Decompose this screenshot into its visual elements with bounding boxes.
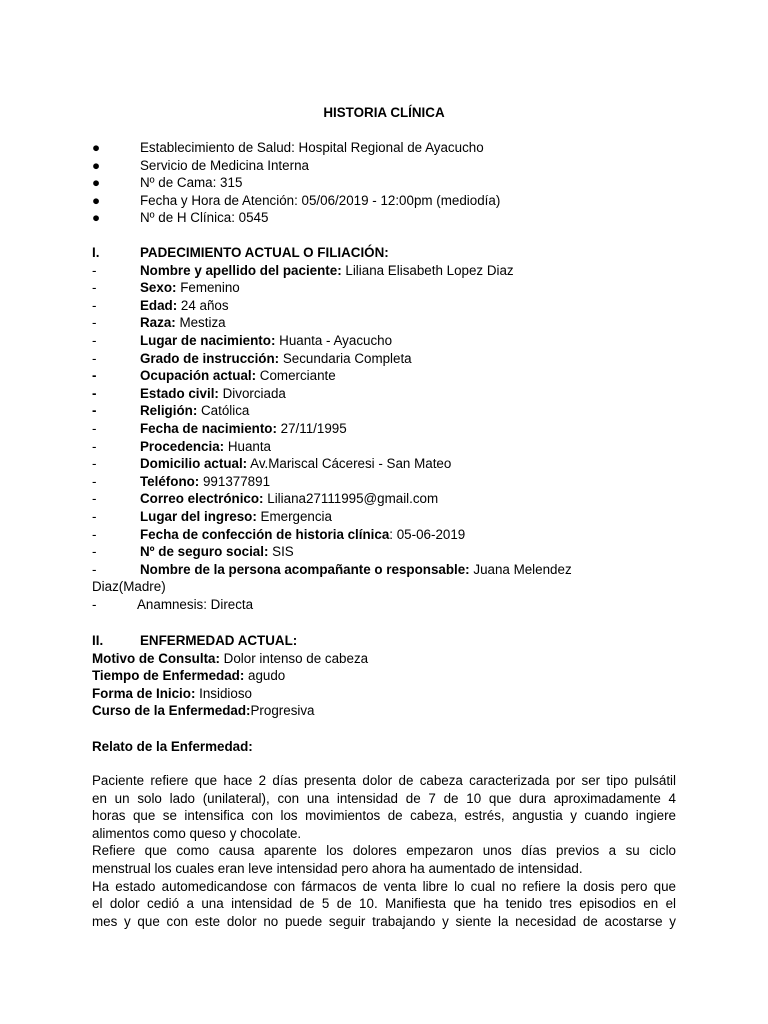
dash-marker: - (92, 561, 97, 577)
section-number: II. (92, 633, 104, 648)
field-label: Teléfono: (140, 473, 200, 489)
dash-marker: - (92, 596, 97, 612)
illness-row (92, 667, 676, 685)
dash-marker: - (92, 491, 97, 507)
field-label: Religión: (140, 403, 198, 419)
section-title: ENFERMEDAD ACTUAL: (140, 633, 298, 648)
dash-marker: - (92, 315, 97, 331)
dash-marker: - (92, 473, 97, 489)
header-list (92, 139, 676, 227)
field-row (92, 508, 676, 526)
field-value: Mestiza (175, 315, 226, 331)
section-title: PADECIMIENTO ACTUAL O FILIACIÓN: (140, 245, 389, 260)
header-item: ● Nº de Cama: 315 (92, 175, 243, 191)
field-label: Procedencia: (140, 438, 225, 454)
dash-marker: - (92, 526, 97, 542)
relato-line: alimentos como queso y chocolate. (92, 825, 302, 841)
field-value: Juana Melendez (469, 561, 572, 577)
field-label: Fecha de confección de historia clínica (140, 526, 390, 542)
bullet-icon: ● (92, 140, 101, 155)
field-label: Sexo: (140, 280, 177, 296)
illness-row (92, 650, 676, 668)
field-row (92, 543, 676, 561)
dash-marker: - (92, 262, 97, 278)
field-row (92, 314, 676, 332)
relato-line: mes y que con este dolor no puede seguir trabajando y siente la necesidad de acostarse y (92, 913, 676, 929)
field-row (92, 473, 676, 491)
dash-marker: - (92, 508, 97, 524)
header-item: ● Nº de H Clínica: 0545 (92, 210, 269, 226)
bullet-icon: ● (92, 175, 101, 191)
section-enfermedad (92, 632, 676, 720)
field-row (92, 490, 676, 508)
section-filiacion (92, 244, 676, 613)
header-item: ● Servicio de Medicina Interna (92, 157, 309, 173)
illness-label: Tiempo de Enfermedad: (92, 668, 245, 684)
header-item: ● Establecimiento de Salud: Hospital Regional de Ayacucho (92, 140, 484, 155)
field-row (92, 402, 676, 420)
header-item: ● Fecha y Hora de Atención: 05/06/2019 - 12:00pm (mediodía) (92, 192, 501, 208)
field-label: Domicilio actual: (140, 456, 248, 472)
field-value: Secundaria Completa (279, 350, 412, 366)
relato-line: Ha estado automedicandose con fármacos de venta libre lo cual no refiere la dosis pero que (92, 878, 676, 894)
field-value-continued: Diaz(Madre) (92, 579, 166, 595)
anamnesis-row (92, 596, 676, 614)
field-value: Liliana Elisabeth Lopez Diaz (341, 262, 514, 278)
relato-line: horas que se intensifica con los movimientos de cabeza, estrés, angustia y cuando ingiere (92, 808, 676, 824)
field-label: Ocupación actual: (140, 368, 257, 384)
illness-label: Motivo de Consulta: (92, 650, 220, 666)
field-row (92, 438, 676, 456)
field-row (92, 332, 676, 350)
anamnesis-text: Anamnesis: Directa (137, 596, 254, 612)
field-value: Divorciada (218, 385, 286, 401)
field-value: Femenino (176, 280, 240, 296)
field-value: 991377891 (199, 473, 271, 489)
field-row (92, 420, 676, 438)
dash-marker: - (92, 420, 97, 436)
field-row (92, 367, 676, 385)
dash-marker: - (92, 350, 97, 366)
field-value: Av.Mariscal Cáceresi - San Mateo (247, 456, 452, 472)
field-row-companion (92, 561, 676, 579)
field-label: Fecha de nacimiento: (140, 420, 277, 436)
field-row (92, 526, 676, 544)
field-row (92, 262, 676, 280)
field-label: Lugar de nacimiento: (140, 332, 276, 348)
field-value: Comerciante (256, 368, 336, 384)
dash-marker: - (92, 385, 97, 401)
field-row (92, 297, 676, 315)
illness-value: Progresiva (250, 703, 315, 719)
bullet-icon: ● (92, 157, 101, 173)
dash-marker: - (92, 332, 97, 348)
relato-line: el dolor cedió a una intensidad de 5 de 10. Manifiesta que ha tenido tres episodios en el (92, 896, 676, 912)
field-row (92, 385, 676, 403)
dash-marker: - (92, 438, 97, 454)
field-row (92, 455, 676, 473)
document-title: HISTORIA CLÍNICA (323, 105, 445, 120)
field-label: Nº de seguro social: (140, 544, 269, 560)
field-value: SIS (268, 544, 294, 560)
dash-marker: - (92, 456, 97, 472)
field-value: Huanta - Ayacucho (275, 332, 393, 348)
relato-body (92, 772, 676, 930)
field-label: Raza: (140, 315, 176, 331)
section-heading (92, 632, 676, 650)
field-label: Nombre de la persona acompañante o responsable: (140, 561, 470, 577)
field-value: Católica (197, 403, 250, 419)
dash-marker: - (92, 368, 97, 384)
field-value: Liliana27111995@gmail.com (263, 491, 439, 507)
field-value: 27/11/1995 (276, 420, 347, 436)
illness-value: Insidioso (195, 685, 252, 701)
dash-marker: - (92, 280, 97, 296)
field-value: : 05-06-2019 (389, 526, 466, 542)
illness-row (92, 702, 676, 720)
field-label: Correo electrónico: (140, 491, 264, 507)
illness-value: Dolor intenso de cabeza (219, 650, 369, 666)
field-label: Estado civil: (140, 385, 219, 401)
relato-line: Paciente refiere que hace 2 días presenta dolor de cabeza caracterizada por ser tipo pulsátil (92, 773, 676, 788)
field-value: 24 años (177, 297, 229, 313)
dash-marker: - (92, 403, 97, 419)
illness-value: agudo (244, 668, 286, 684)
relato-line: menstrual los cuales eran leve intensidad pero ahora ha aumentado de intensidad. (92, 860, 583, 876)
field-label: Grado de instrucción: (140, 350, 280, 366)
field-label: Edad: (140, 297, 178, 313)
illness-label: Curso de la Enfermedad: (92, 703, 251, 719)
field-row (92, 350, 676, 368)
field-label: Lugar del ingreso: (140, 508, 257, 524)
illness-row (92, 685, 676, 703)
section-number: I. (92, 245, 100, 260)
section-heading (92, 244, 676, 262)
field-value: Emergencia (256, 508, 332, 524)
bullet-icon: ● (92, 210, 101, 226)
field-value: Huanta (224, 438, 272, 454)
companion-continuation (92, 578, 676, 596)
relato-line: Refiere que como causa aparente los dolores empezaron unos días previos a su ciclo (92, 843, 676, 859)
field-row (92, 279, 676, 297)
field-label: Nombre y apellido del paciente: (140, 262, 342, 278)
illness-label: Forma de Inicio: (92, 685, 196, 701)
dash-marker: - (92, 297, 97, 313)
dash-marker: - (92, 544, 97, 560)
relato-line: en un solo lado (unilateral), con una intensidad de 7 de 10 que dura aproximadamente 4 (92, 790, 676, 806)
bullet-icon: ● (92, 192, 101, 208)
relato-heading: Relato de la Enfermedad: (92, 739, 253, 754)
